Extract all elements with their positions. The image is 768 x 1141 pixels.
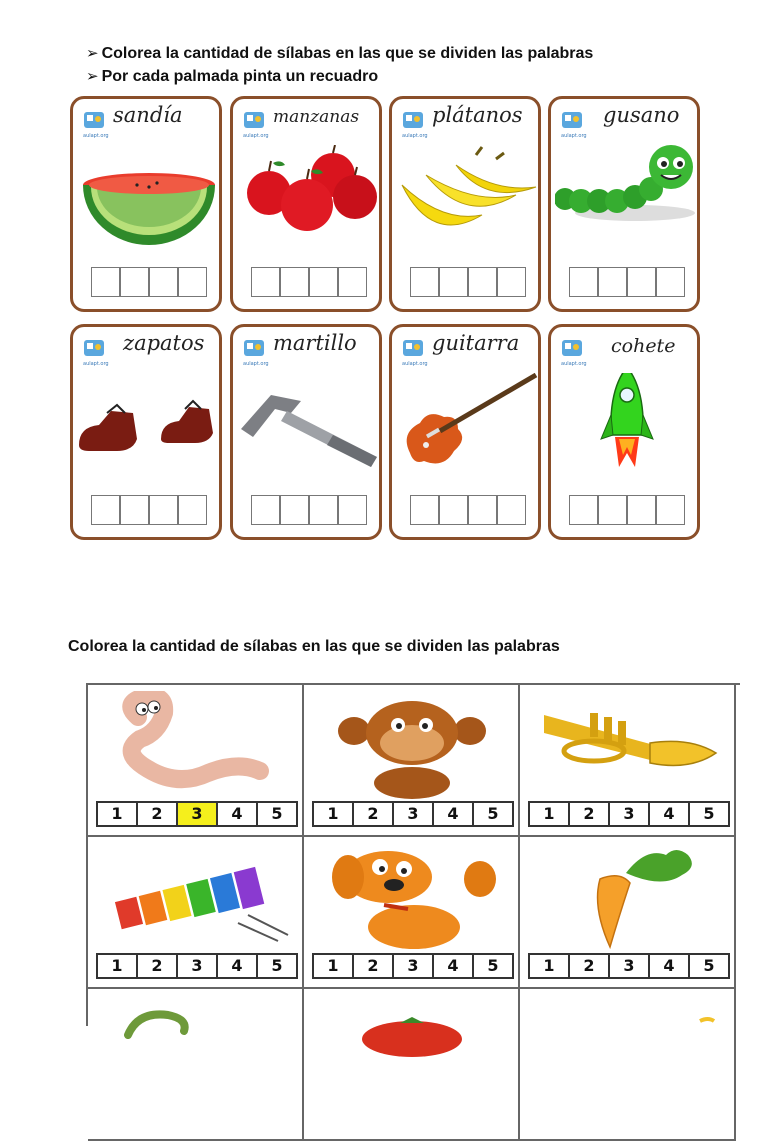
number-box[interactable]: 2: [138, 955, 178, 977]
syllable-box[interactable]: [439, 495, 468, 525]
card-word: cohete: [611, 335, 676, 357]
card-zapatos: [70, 324, 222, 540]
logo-caption: aulapt.org: [83, 361, 109, 367]
number-box[interactable]: 4: [218, 803, 258, 825]
watermelon-icon: [77, 145, 221, 255]
grid-cell-trumpet: [520, 685, 736, 837]
syllable-box[interactable]: [309, 495, 338, 525]
trumpet-icon: [530, 691, 726, 803]
syllable-box[interactable]: [91, 267, 120, 297]
grid-cell-xylophone: [88, 837, 304, 989]
syllable-box[interactable]: [280, 267, 309, 297]
number-box[interactable]: 1: [530, 955, 570, 977]
number-box[interactable]: 5: [690, 955, 728, 977]
syllable-box[interactable]: [120, 495, 149, 525]
number-box[interactable]: 2: [570, 803, 610, 825]
syllable-boxes: [91, 267, 207, 297]
number-box[interactable]: 2: [570, 955, 610, 977]
syllable-box[interactable]: [497, 495, 526, 525]
xylophone-icon: [98, 843, 294, 955]
syllable-box[interactable]: [178, 267, 207, 297]
card-guitarra: [389, 324, 541, 540]
card-word: plátanos: [432, 103, 523, 127]
banana-icon: [530, 995, 726, 1107]
syllable-boxes: [91, 495, 207, 525]
number-box[interactable]: 2: [354, 955, 394, 977]
logo-caption: aulapt.org: [402, 361, 428, 367]
card-word: zapatos: [123, 331, 205, 355]
logo-icon: [561, 337, 583, 359]
syllable-box[interactable]: [410, 495, 439, 525]
number-box[interactable]: 4: [650, 955, 690, 977]
card-word: manzanas: [273, 107, 360, 127]
card-word: gusano: [603, 103, 680, 127]
number-box[interactable]: 3: [394, 803, 434, 825]
number-box[interactable]: 3: [178, 955, 218, 977]
card-word: sandía: [113, 103, 183, 127]
instructions: [86, 42, 593, 88]
syllable-box[interactable]: [656, 267, 685, 297]
syllable-box[interactable]: [149, 495, 178, 525]
snake-icon: [98, 995, 294, 1107]
syllable-box[interactable]: [627, 267, 656, 297]
bananas-icon: [396, 145, 540, 255]
card-cohete: [548, 324, 700, 540]
hammer-icon: [237, 373, 381, 483]
shoes-icon: [77, 373, 221, 483]
number-box[interactable]: 4: [218, 955, 258, 977]
grid-cell-dog: [304, 837, 520, 989]
syllable-box[interactable]: [251, 495, 280, 525]
syllable-boxes: [251, 267, 367, 297]
number-row: [312, 801, 514, 827]
instruction-line-1: [86, 42, 593, 65]
instruction-line-2: [86, 65, 593, 88]
syllable-box[interactable]: [468, 495, 497, 525]
syllable-boxes: [569, 495, 685, 525]
syllable-box[interactable]: [338, 495, 367, 525]
rocket-icon: [555, 373, 699, 483]
carrot-icon: [530, 843, 726, 955]
guitar-icon: [396, 373, 540, 483]
worm-icon: [555, 145, 699, 255]
logo-icon: [83, 337, 105, 359]
syllable-box[interactable]: [178, 495, 207, 525]
number-box[interactable]: 1: [98, 955, 138, 977]
grid-cell-carrot: [520, 837, 736, 989]
logo-icon: [402, 337, 424, 359]
syllable-box[interactable]: [280, 495, 309, 525]
syllable-box[interactable]: [309, 267, 338, 297]
syllable-cards-panel: [68, 88, 708, 560]
number-box[interactable]: 3: [394, 955, 434, 977]
number-box-highlighted[interactable]: 3: [178, 803, 218, 825]
card-manzanas: [230, 96, 382, 312]
card-sandia: [70, 96, 222, 312]
syllable-box[interactable]: [149, 267, 178, 297]
logo-caption: aulapt.org: [561, 361, 587, 367]
number-box[interactable]: 2: [138, 803, 178, 825]
number-row: [528, 801, 730, 827]
logo-caption: aulapt.org: [402, 133, 428, 139]
section-heading: Colorea la cantidad de sílabas en las que se dividen las palabras: [68, 638, 560, 655]
number-box[interactable]: 3: [610, 803, 650, 825]
number-box[interactable]: 1: [98, 803, 138, 825]
syllable-box[interactable]: [656, 495, 685, 525]
logo-icon: [83, 109, 105, 131]
dog-icon: [314, 843, 510, 955]
number-box[interactable]: 4: [434, 803, 474, 825]
logo-icon: [243, 109, 265, 131]
arrow-bullet-icon: ➢: [86, 68, 99, 85]
card-gusano: [548, 96, 700, 312]
syllable-box[interactable]: [569, 267, 598, 297]
grid-cell-monkey: [304, 685, 520, 837]
grid-cell-snake: [88, 989, 304, 1141]
card-platanos: [389, 96, 541, 312]
logo-icon: [402, 109, 424, 131]
numbers-grid: [86, 683, 740, 1026]
syllable-boxes: [251, 495, 367, 525]
number-box[interactable]: 4: [650, 803, 690, 825]
card-martillo: [230, 324, 382, 540]
syllable-box[interactable]: [338, 267, 367, 297]
logo-caption: aulapt.org: [561, 133, 587, 139]
syllable-box[interactable]: [598, 267, 627, 297]
grid-cell-worm: [88, 685, 304, 837]
logo-icon: [243, 337, 265, 359]
syllable-box[interactable]: [497, 267, 526, 297]
number-box[interactable]: 4: [434, 955, 474, 977]
syllable-boxes: [410, 495, 526, 525]
number-box[interactable]: 1: [530, 803, 570, 825]
number-box[interactable]: 5: [690, 803, 728, 825]
tomato-icon: [314, 995, 510, 1107]
logo-caption: aulapt.org: [83, 133, 109, 139]
syllable-boxes: [569, 267, 685, 297]
syllable-box[interactable]: [251, 267, 280, 297]
syllable-box[interactable]: [627, 495, 656, 525]
syllable-box[interactable]: [468, 267, 497, 297]
number-box[interactable]: 1: [314, 803, 354, 825]
number-box[interactable]: 3: [610, 955, 650, 977]
number-row: [96, 801, 298, 827]
syllable-box[interactable]: [439, 267, 468, 297]
syllable-box[interactable]: [120, 267, 149, 297]
number-box[interactable]: 5: [258, 803, 296, 825]
number-row: [96, 953, 298, 979]
syllable-box[interactable]: [598, 495, 627, 525]
syllable-box[interactable]: [569, 495, 598, 525]
number-box[interactable]: 1: [314, 955, 354, 977]
number-row: [528, 953, 730, 979]
monkey-icon: [314, 691, 510, 803]
arrow-bullet-icon: ➢: [86, 45, 99, 62]
card-word: martillo: [273, 331, 357, 355]
number-row: [312, 953, 514, 979]
worm-icon: [98, 691, 294, 803]
number-box[interactable]: 5: [474, 803, 512, 825]
grid-cell-tomato: [304, 989, 520, 1141]
instruction-text-1: Colorea la cantidad de sílabas en las que se dividen las palabras: [101, 45, 594, 62]
grid-cell-banana: [520, 989, 736, 1141]
logo-caption: aulapt.org: [243, 133, 269, 139]
instruction-text-2: Por cada palmada pinta un recuadro: [101, 68, 379, 85]
logo-caption: aulapt.org: [243, 361, 269, 367]
number-box[interactable]: 2: [354, 803, 394, 825]
card-word: guitarra: [432, 331, 520, 355]
syllable-box[interactable]: [91, 495, 120, 525]
syllable-boxes: [410, 267, 526, 297]
logo-icon: [561, 109, 583, 131]
syllable-box[interactable]: [410, 267, 439, 297]
number-box[interactable]: 5: [258, 955, 296, 977]
apples-icon: [237, 145, 381, 255]
number-box[interactable]: 5: [474, 955, 512, 977]
